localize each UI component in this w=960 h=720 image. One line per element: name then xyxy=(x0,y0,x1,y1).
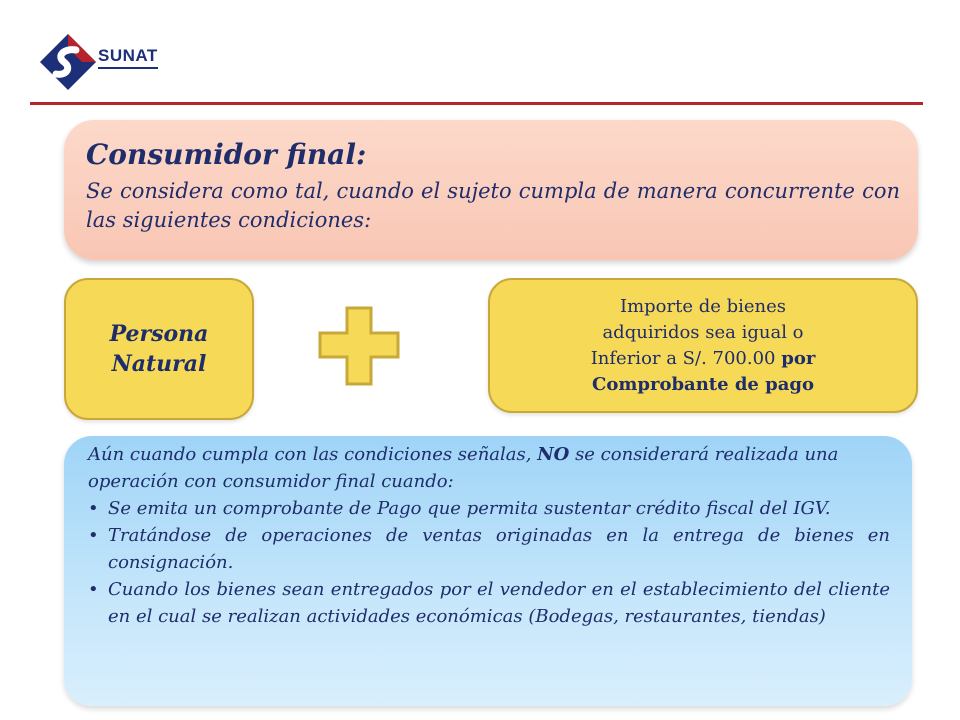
importe-line2: adquiridos sea igual o xyxy=(602,321,804,343)
importe-line1: Importe de bienes xyxy=(619,295,787,317)
definition-title: Consumidor final: xyxy=(86,138,367,171)
list-item: • Tratándose de operaciones de ventas originadas en la entrega de bienes en consignación. xyxy=(88,522,890,576)
intro-before: Aún cuando cumpla con las condiciones señalas, xyxy=(88,444,538,465)
condition-importe xyxy=(488,278,918,413)
exceptions-list xyxy=(88,495,890,630)
definition-text: Se considera como tal, cuando el sujeto cumpla de manera concurrente con las siguientes condiciones: xyxy=(86,179,900,232)
sunat-logo-icon xyxy=(38,32,98,92)
list-item: • Cuando los bienes sean entregados por el vendedor en el establecimiento del cliente en el cual se realizan actividades económicas (Bodegas, restaurantes, tiendas) xyxy=(88,576,890,630)
header-divider xyxy=(30,102,923,105)
exceptions-box xyxy=(64,436,912,706)
plus-icon xyxy=(318,306,400,386)
persona-line2: Natural xyxy=(111,351,207,377)
intro-after: se considerará realizada una operación con consumidor final cuando: xyxy=(88,444,839,492)
list-item: • Se emita un comprobante de Pago que permita sustentar crédito fiscal del IGV. xyxy=(88,495,890,522)
persona-line1: Persona xyxy=(109,321,209,347)
importe-line4: Comprobante de pago xyxy=(592,373,814,395)
condition-persona-natural xyxy=(64,278,254,420)
importe-line3-bold: por xyxy=(781,347,816,369)
intro-no: NO xyxy=(537,444,570,465)
brand-name: SUNAT xyxy=(98,46,158,69)
definition-box xyxy=(64,120,918,260)
exceptions-intro xyxy=(88,441,890,495)
importe-line3: Inferior a S/. 700.00 xyxy=(590,347,782,369)
